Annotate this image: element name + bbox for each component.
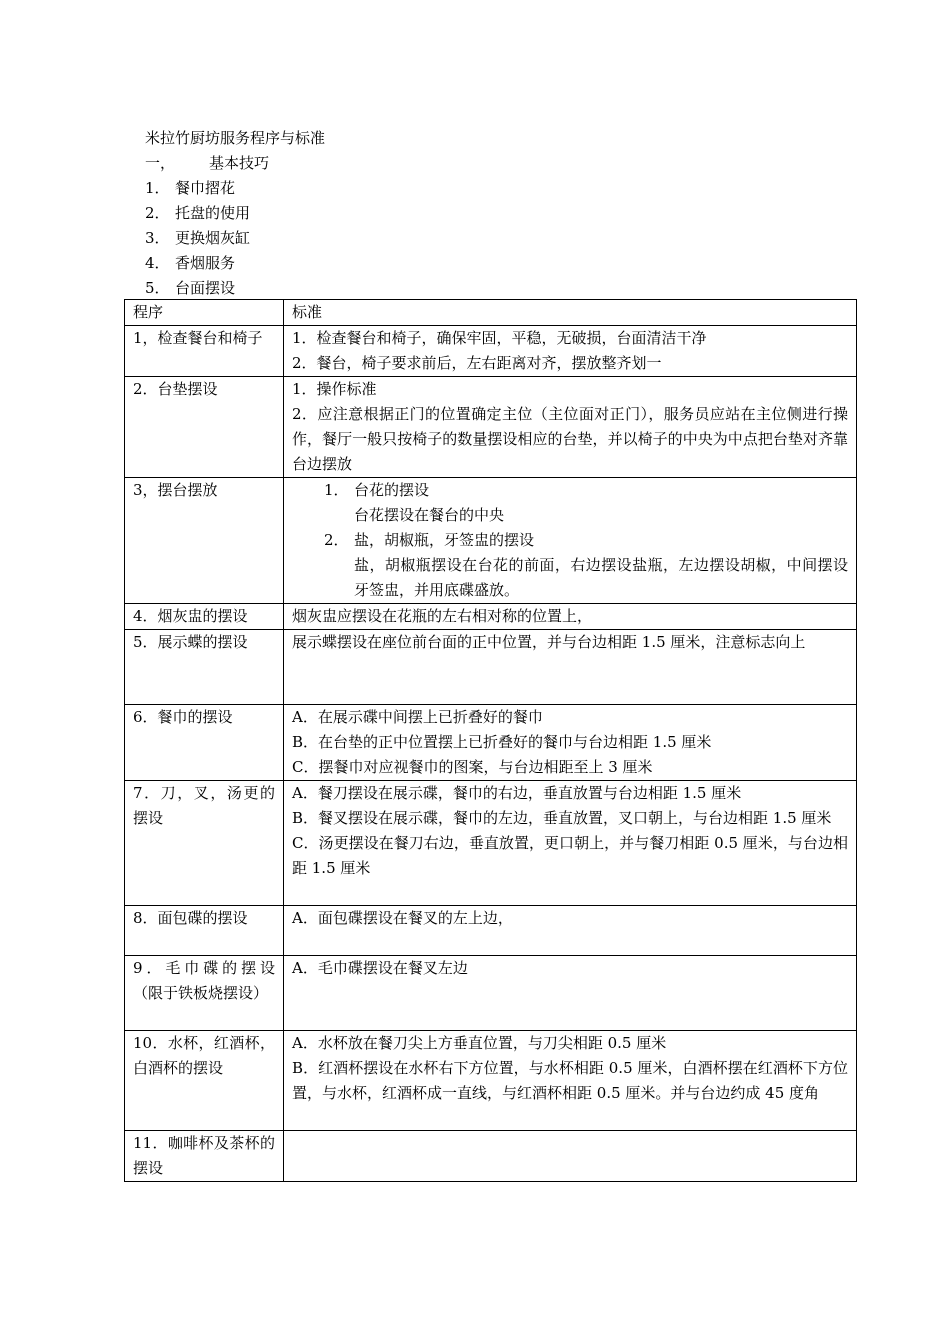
table-row <box>125 1031 857 1131</box>
procedure-cell: 1，检查餐台和椅子 <box>125 326 284 377</box>
standard-cell <box>284 478 857 604</box>
procedure-cell: 2．台垫摆设 <box>125 377 284 478</box>
table-row <box>125 705 857 781</box>
standard-cell: A．在展示碟中间摆上已折叠好的餐巾 B．在台垫的正中位置摆上已折叠好的餐巾与台边相距 1.5 厘米 C．摆餐巾对应视餐巾的图案，与台边相距至上 3 厘米 <box>284 705 857 781</box>
list-item: 2． 盐，胡椒瓶，牙签盅的摆设 <box>324 531 535 549</box>
list-item: 1． 台花的摆设 <box>324 481 430 499</box>
skill-item: 4． 香烟服务 <box>145 254 236 272</box>
table-row <box>125 630 857 705</box>
procedure-table <box>124 299 857 1182</box>
procedure-cell: 3，摆台摆放 <box>125 478 284 604</box>
skill-item: 2． 托盘的使用 <box>145 204 251 222</box>
document-title: 米拉竹厨坊服务程序与标准 <box>145 129 326 147</box>
standard-cell: A．水杯放在餐刀尖上方垂直位置，与刀尖相距 0.5 厘米 B．红酒杯摆设在水杯右下方位置，与水杯相距 0.5 厘米，白酒杯摆在红酒杯下方位置，与水杯，红酒杯成一直线，与红酒杯相距 0.5 厘米。并与台边约成 45 度角 <box>284 1031 857 1131</box>
standard-cell: 1．操作标准 2．应注意根据正门的位置确定主位（主位面对正门），服务员应站在主位侧进行操作，餐厅一般只按椅子的数量摆设相应的台垫，并以椅子的中央为中点把台垫对齐靠台边摆放 <box>284 377 857 478</box>
standard-cell: 1．检查餐台和椅子，确保牢固，平稳，无破损，台面清洁干净 2．餐台，椅子要求前后，左右距离对齐，摆放整齐划一 <box>284 326 857 377</box>
header-standard: 标准 <box>284 300 857 326</box>
section-label: 基本技巧 <box>209 154 270 172</box>
standard-cell: A．面包碟摆设在餐叉的左上边， <box>284 906 857 956</box>
standard-cell <box>284 1131 857 1182</box>
list-item-detail: 盐，胡椒瓶摆设在台花的前面，右边摆设盐瓶，左边摆设胡椒，中间摆设牙签盅，并用底碟盛放。 <box>354 556 848 599</box>
table-row <box>125 956 857 1031</box>
skill-item: 3． 更换烟灰缸 <box>145 229 251 247</box>
table-row <box>125 604 857 630</box>
standard-cell: 烟灰盅应摆设在花瓶的左右相对称的位置上， <box>284 604 857 630</box>
procedure-cell: 8．面包碟的摆设 <box>125 906 284 956</box>
section-number: 一， <box>145 154 176 172</box>
procedure-cell: 10．水杯，红酒杯，白酒杯的摆设 <box>125 1031 284 1131</box>
table-row <box>125 781 857 906</box>
procedure-cell: 5．展示蝶的摆设 <box>125 630 284 705</box>
procedure-cell: 4．烟灰盅的摆设 <box>125 604 284 630</box>
table-row <box>125 1131 857 1182</box>
table-header-row <box>125 300 857 326</box>
procedure-cell: 6．餐巾的摆设 <box>125 705 284 781</box>
procedure-cell: 11．咖啡杯及茶杯的摆设 <box>125 1131 284 1182</box>
table-row <box>125 326 857 377</box>
procedure-cell: 7．刀，叉，汤更的摆设 <box>125 781 284 906</box>
table-row <box>125 478 857 604</box>
procedure-cell: 9．毛巾碟的摆设（限于铁板烧摆设） <box>125 956 284 1031</box>
section-heading <box>145 151 325 176</box>
standard-cell: 展示蝶摆设在座位前台面的正中位置，并与台边相距 1.5 厘米，注意标志向上 <box>284 630 857 705</box>
table-row <box>125 906 857 956</box>
skill-item: 5． 台面摆设 <box>145 279 236 297</box>
standard-cell: A．餐刀摆设在展示碟，餐巾的右边，垂直放置与台边相距 1.5 厘米 B．餐叉摆设在展示碟，餐巾的左边，垂直放置，叉口朝上，与台边相距 1.5 厘米 C．汤更摆设在餐刀右边，垂直放置，更口朝上，并与餐刀相距 0.5 厘米，与台边相距 1.5 厘米 <box>284 781 857 906</box>
document-heading <box>145 126 325 301</box>
standard-cell: A．毛巾碟摆设在餐叉左边 <box>284 956 857 1031</box>
list-item-detail: 台花摆设在餐台的中央 <box>354 506 505 524</box>
table-row <box>125 377 857 478</box>
header-procedure: 程序 <box>125 300 284 326</box>
skill-item: 1． 餐巾摺花 <box>145 179 236 197</box>
